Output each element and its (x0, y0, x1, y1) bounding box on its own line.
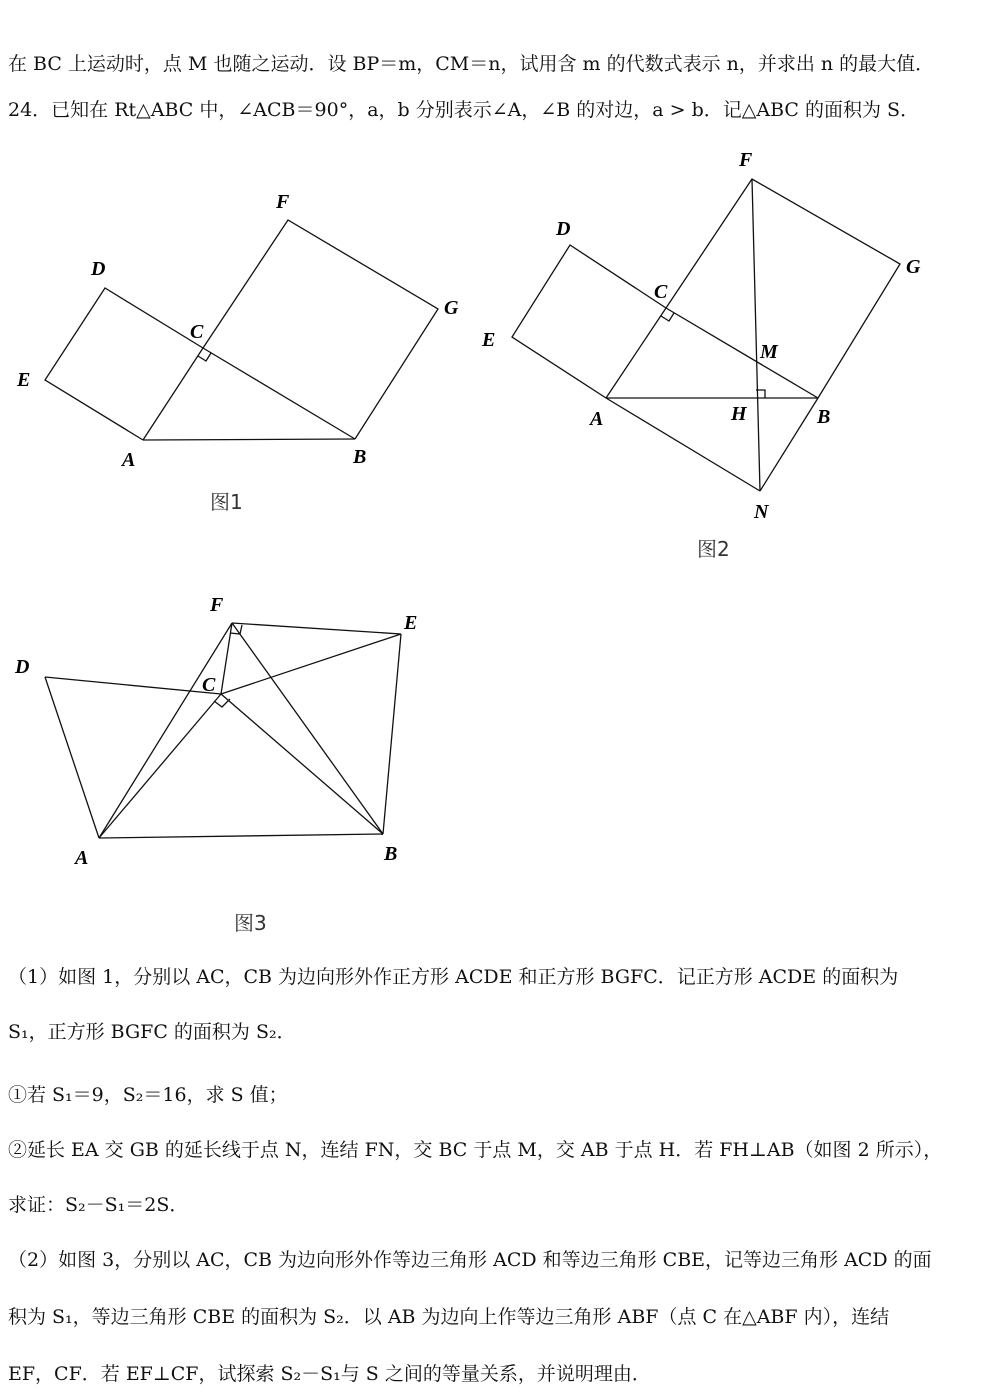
fig1-label-C: C (190, 321, 204, 343)
fig1-label-B: B (353, 446, 367, 468)
fig1-label-A: A (122, 449, 136, 471)
fig2-label-B: B (817, 406, 831, 428)
fig1-caption: 图1 (210, 490, 243, 514)
fig1-label-G: G (444, 297, 459, 319)
text-line-3: （1）如图 1，分别以 AC，CB 为边向形外作正方形 ACDE 和正方形 BGFC．记正方形 ACDE 的面积为 (8, 966, 899, 988)
text-line-6: ②延长 EA 交 GB 的延长线于点 N，连结 FN，交 BC 于点 M，交 AB 于点 H．若 FH⊥AB（如图 2 所示）， (8, 1139, 943, 1161)
fig2-label-M: M (760, 341, 778, 363)
fig3-label-D: D (15, 656, 30, 678)
text-line-9: 积为 S₁，等边三角形 CBE 的面积为 S₂．以 AB 为边向上作等边三角形 ABF（点 C 在△ABF 内），连结 (8, 1306, 890, 1328)
fig2-label-C: C (654, 281, 668, 303)
fig2-label-F: F (739, 149, 753, 171)
fig1-label-D: D (91, 258, 106, 280)
text-line-2: 24．已知在 Rt△ABC 中，∠ACB＝90°，a，b 分别表示∠A，∠B 的对边，a > b．记△ABC 的面积为 S． (8, 99, 920, 121)
fig1-label-E: E (17, 369, 31, 391)
fig3-caption: 图3 (234, 911, 267, 935)
fig1-label-F: F (276, 191, 290, 213)
text-line-7: 求证：S₂－S₁＝2S． (8, 1194, 189, 1216)
fig2-label-N: N (754, 501, 769, 523)
text-line-8: （2）如图 3，分别以 AC，CB 为边向形外作等边三角形 ACD 和等边三角形 CBE，记等边三角形 ACD 的面 (8, 1249, 932, 1271)
fig3-label-B: B (384, 843, 398, 865)
fig2-caption: 图2 (697, 537, 730, 561)
fig2-label-G: G (906, 256, 921, 278)
figure-2 (480, 140, 960, 534)
fig3-label-C: C (202, 674, 216, 696)
text-line-10: EF，CF．若 EF⊥CF，试探索 S₂－S₁与 S 之间的等量关系，并说明理由． (8, 1363, 651, 1385)
fig2-label-A: A (590, 408, 604, 430)
fig3-label-A: A (75, 847, 89, 869)
text-line-4: S₁，正方形 BGFC 的面积为 S₂． (8, 1021, 296, 1043)
text-line-5: ①若 S₁＝9，S₂＝16，求 S 值； (8, 1084, 288, 1106)
fig2-label-D: D (556, 218, 571, 240)
fig3-label-E: E (404, 612, 418, 634)
fig3-label-F: F (210, 594, 224, 616)
fig2-label-H: H (731, 403, 747, 425)
fig2-label-E: E (482, 329, 496, 351)
figure-1 (0, 180, 480, 524)
figure-3 (0, 585, 450, 879)
text-line-1: 在 BC 上运动时，点 M 也随之运动．设 BP＝m，CM＝n，试用含 m 的代数式表示 n，并求出 n 的最大值． (8, 53, 935, 75)
